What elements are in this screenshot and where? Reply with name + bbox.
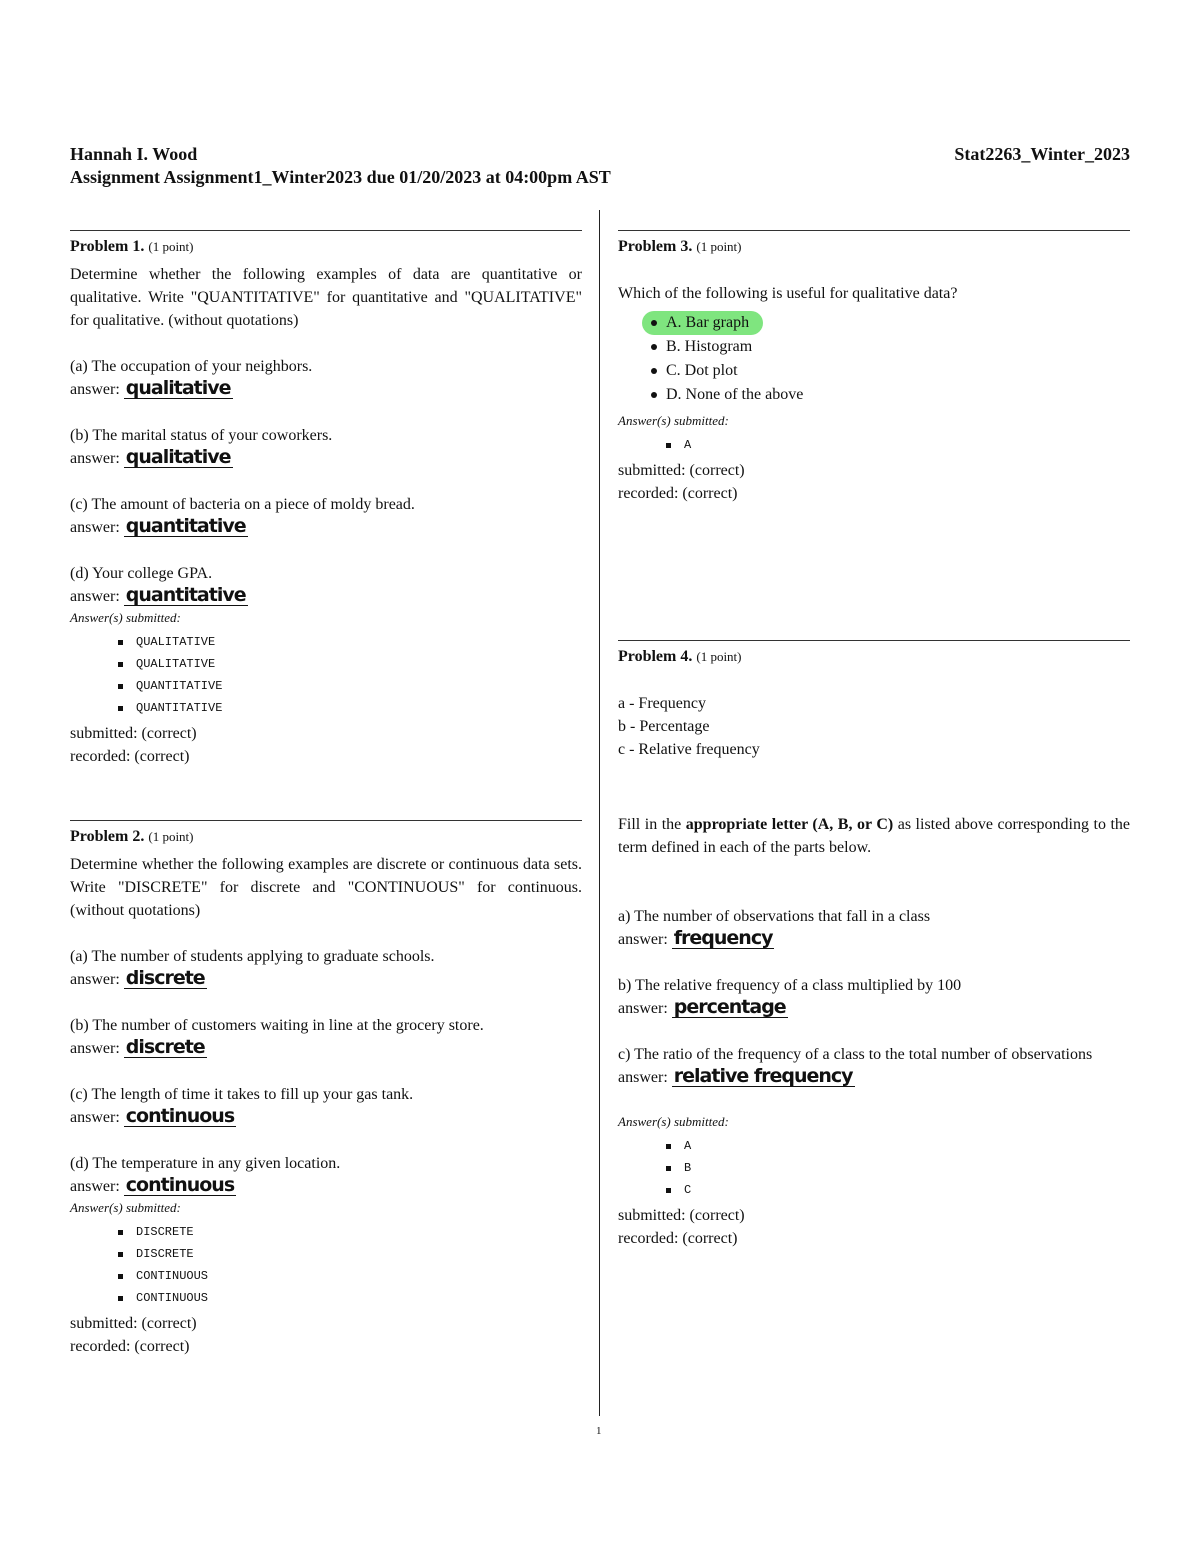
problem-4-title: Problem 4. (1 point) xyxy=(618,648,742,665)
answer-field[interactable]: continuous xyxy=(125,1174,235,1196)
recorded-status: recorded: (correct) xyxy=(70,1338,190,1355)
choice-b[interactable]: B. Histogram xyxy=(650,335,752,359)
problem-4-part-b: b) The relative frequency of a class multiplied by 100 answer: percentage xyxy=(618,977,962,1018)
choice-a[interactable]: A. Bar graph xyxy=(642,311,763,335)
recorded-status: recorded: (correct) xyxy=(618,1230,738,1247)
list-item: A xyxy=(684,434,1130,456)
submitted-list xyxy=(618,434,1130,456)
page-header xyxy=(70,143,1130,189)
term-c: c - Relative frequency xyxy=(618,741,760,758)
answer-field[interactable]: qualitative xyxy=(125,446,231,468)
term-b: b - Percentage xyxy=(618,718,710,735)
page-number: 1 xyxy=(596,1425,602,1437)
problem-2-part-a: (a) The number of students applying to graduate schools. answer: discrete xyxy=(70,948,435,989)
column-divider xyxy=(599,210,600,1416)
list-item: DISCRETE xyxy=(136,1243,582,1265)
problem-2-part-c: (c) The length of time it takes to fill up your gas tank. answer: continuous xyxy=(70,1086,414,1127)
answer-field[interactable]: relative frequency xyxy=(673,1065,853,1087)
answer-field[interactable]: discrete xyxy=(125,967,205,989)
problem-1 xyxy=(70,230,582,768)
choice-d[interactable]: D. None of the above xyxy=(650,383,803,407)
list-item: B xyxy=(684,1157,1130,1179)
problem-2-title: Problem 2. (1 point) xyxy=(70,828,194,845)
answer-field[interactable]: frequency xyxy=(673,927,773,949)
answer-field[interactable]: quantitative xyxy=(125,584,246,606)
term-a: a - Frequency xyxy=(618,695,706,712)
list-item: DISCRETE xyxy=(136,1221,582,1243)
problem-1-title: Problem 1. (1 point) xyxy=(70,238,194,255)
submitted-list xyxy=(70,1221,582,1309)
student-name: Hannah I. Wood xyxy=(70,144,198,164)
recorded-status: recorded: (correct) xyxy=(70,748,190,765)
list-item: QUANTITATIVE xyxy=(136,675,582,697)
problem-1-text: Determine whether the following examples of data are quantitative or qualitative. Write "QUANTITATIVE" for quantitative and "QUALITATIVE" for qualitative. (without quotations) xyxy=(70,266,582,329)
submitted-list xyxy=(70,631,582,719)
problem-1-part-d: (d) Your college GPA. answer: quantitative xyxy=(70,565,246,606)
problem-3-title: Problem 3. (1 point) xyxy=(618,238,742,255)
course-name: Stat2263_Winter_2023 xyxy=(954,144,1130,164)
answer-field[interactable]: discrete xyxy=(125,1036,205,1058)
problem-2 xyxy=(70,820,582,1358)
submitted-list xyxy=(618,1135,1130,1201)
submitted-status: submitted: (correct) xyxy=(618,1207,745,1224)
terms-list xyxy=(618,692,1130,761)
submitted-heading: Answer(s) submitted: xyxy=(618,413,729,428)
recorded-status: recorded: (correct) xyxy=(618,485,738,502)
problem-4 xyxy=(618,640,1130,1250)
answer-field[interactable]: quantitative xyxy=(125,515,246,537)
list-item: QUALITATIVE xyxy=(136,631,582,653)
problem-1-part-b: (b) The marital status of your coworkers. answer: qualitative xyxy=(70,427,333,468)
problem-4-part-c: c) The ratio of the frequency of a class to the total number of observations answer: relative frequency xyxy=(618,1046,1093,1087)
assignment-title: Assignment Assignment1_Winter2023 due 01/20/2023 at 04:00pm AST xyxy=(70,167,611,187)
list-item: CONTINUOUS xyxy=(136,1265,582,1287)
submitted-heading: Answer(s) submitted: xyxy=(618,1114,729,1129)
answer-field[interactable]: continuous xyxy=(125,1105,235,1127)
problem-4-part-a: a) The number of observations that fall in a class answer: frequency xyxy=(618,908,931,949)
list-item: A xyxy=(684,1135,1130,1157)
choice-c[interactable]: C. Dot plot xyxy=(650,359,738,383)
list-item: QUALITATIVE xyxy=(136,653,582,675)
problem-2-part-b: (b) The number of customers waiting in line at the grocery store. answer: discrete xyxy=(70,1017,484,1058)
submitted-heading: Answer(s) submitted: xyxy=(70,610,181,625)
submitted-heading: Answer(s) submitted: xyxy=(70,1200,181,1215)
list-item: CONTINUOUS xyxy=(136,1287,582,1309)
problem-4-instructions: Fill in the appropriate letter (A, B, or C) as listed above corresponding to the term defined in each of the parts below. xyxy=(618,816,1131,856)
answer-field[interactable]: qualitative xyxy=(125,377,231,399)
submitted-status: submitted: (correct) xyxy=(618,462,745,479)
list-item: C xyxy=(684,1179,1130,1201)
problem-2-part-d: (d) The temperature in any given location. answer: continuous xyxy=(70,1155,341,1196)
answer-field[interactable]: percentage xyxy=(673,996,786,1018)
submitted-status: submitted: (correct) xyxy=(70,1315,197,1332)
problem-1-part-a: (a) The occupation of your neighbors. answer: qualitative xyxy=(70,358,313,399)
problem-1-part-c: (c) The amount of bacteria on a piece of moldy bread. answer: quantitative xyxy=(70,496,415,537)
choice-list xyxy=(618,311,1130,407)
list-item: QUANTITATIVE xyxy=(136,697,582,719)
problem-2-text: Determine whether the following examples are discrete or continuous data sets. Write "DISCRETE" for discrete and "CONTINUOUS" for continuous. (without quotations) xyxy=(70,856,582,919)
problem-3-text: Which of the following is useful for qualitative data? xyxy=(618,285,958,302)
submitted-status: submitted: (correct) xyxy=(70,725,197,742)
problem-3 xyxy=(618,230,1130,505)
